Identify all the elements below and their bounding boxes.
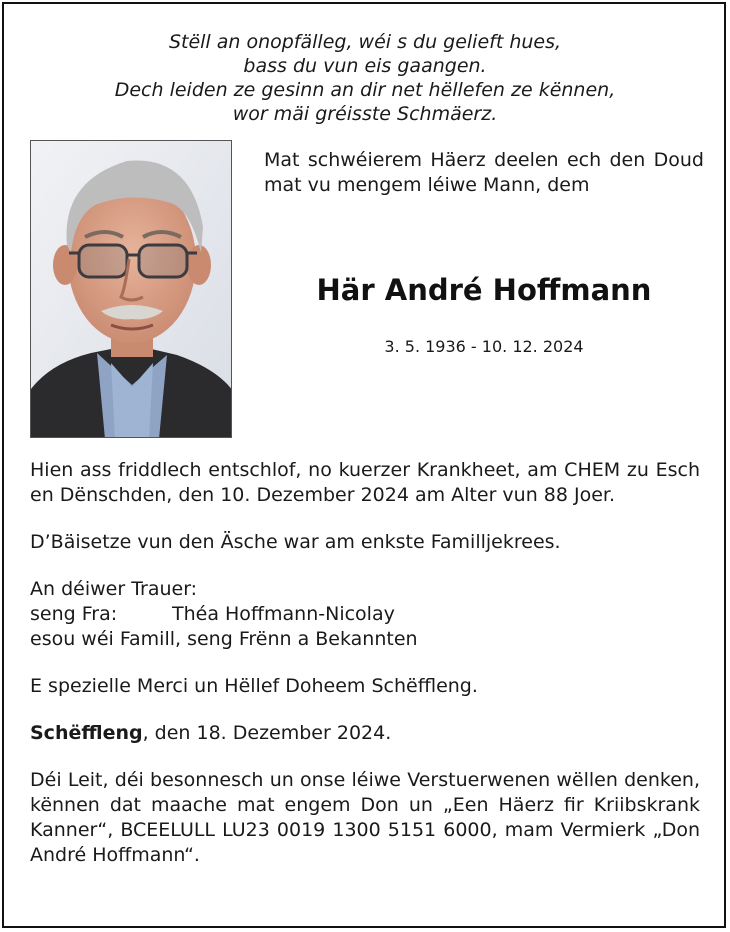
donation-paragraph: Déi Leit, déi besonnesch un onse léiwe Verstuerwenen wëllen denken, kënnen dat maache mat engem Don un „Een Häerz fir Kriibskrank Kanner“, BCEELULL LU23 0019 1300 5151 6000, mam Vermierk „Don André Hoffmann“. xyxy=(30,769,700,866)
place-date-line xyxy=(30,721,700,746)
portrait-photo xyxy=(30,140,232,438)
poem-line: Stëll an onopfälleg, wéi s du gelieft hues, xyxy=(168,31,562,53)
passing-paragraph: Hien ass friddlech entschlof, no kuerzer Krankheet, am CHEM zu Esch en Dënschden, den 10. Dezember 2024 am Alter vun 88 Joer. xyxy=(30,459,700,506)
thanks-paragraph: E spezielle Merci un Hëllef Doheem Schëffleng. xyxy=(30,675,478,697)
intro-text: Mat schwéierem Häerz deelen ech den Doud mat vu mengem léiwe Mann, dem xyxy=(264,149,704,196)
mourner-row xyxy=(30,602,700,627)
mourning-heading: An déiwer Trauer: xyxy=(30,578,198,600)
mourner-relation: seng Fra: xyxy=(30,603,118,625)
portrait-illustration xyxy=(31,141,232,438)
deceased-name: Här André Hoffmann xyxy=(316,273,652,307)
mourner-name: Théa Hoffmann-Nicolay xyxy=(172,603,395,625)
life-dates: 3. 5. 1936 - 10. 12. 2024 xyxy=(384,337,584,356)
announcement-body xyxy=(30,458,700,868)
place-name: Schëffleng xyxy=(30,722,143,744)
other-mourners: esou wéi Famill, seng Frënn a Bekannten xyxy=(30,628,418,650)
memorial-poem xyxy=(0,30,730,126)
burial-paragraph: D’Bäisetze vun den Äsche war am enkste Familljekrees. xyxy=(30,531,561,553)
poem-line: Dech leiden ze gesinn an dir net hëllefen ze kënnen, xyxy=(114,79,616,101)
date-text: , den 18. Dezember 2024. xyxy=(142,722,392,744)
poem-line: wor mäi gréisste Schmäerz. xyxy=(232,103,498,125)
poem-line: bass du vun eis gaangen. xyxy=(243,55,487,77)
